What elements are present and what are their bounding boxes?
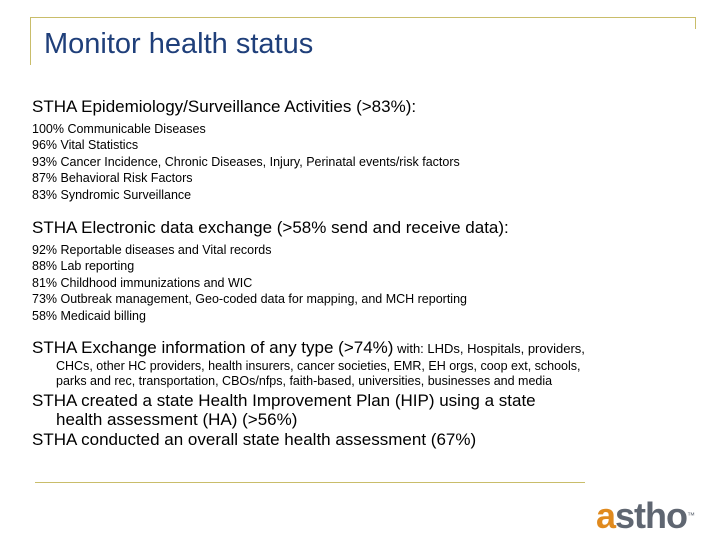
- list-item: 73% Outbreak management, Geo-coded data for mapping, and MCH reporting: [32, 292, 467, 307]
- list-item: 92% Reportable diseases and Vital records: [32, 242, 272, 257]
- astho-logo: [596, 496, 695, 536]
- frame-left-rule: [30, 17, 31, 65]
- frame-top-rule: [30, 17, 695, 18]
- data-exchange-list: [32, 242, 702, 324]
- logo-letters: stho: [615, 495, 688, 536]
- exchange-info-detail-2: parks and rec, transportation, CBOs/nfps, faith-based, universities, businesses and media: [56, 373, 553, 388]
- page-title: Monitor health status: [44, 28, 314, 60]
- assessment-statement: STHA conducted an overall state health assessment (67%): [32, 429, 477, 449]
- logo-letter-a: a: [596, 495, 616, 536]
- list-item: 93% Cancer Incidence, Chronic Diseases, Injury, Perinatal events/risk factors: [32, 154, 460, 169]
- hip-line-1: STHA created a state Health Improvement Plan (HIP) using a state: [32, 390, 536, 410]
- bottom-rule: [35, 482, 585, 483]
- data-exchange-header: STHA Electronic data exchange (>58% send and receive data):: [32, 217, 509, 237]
- exchange-info-with: with: LHDs, Hospitals, providers,: [393, 340, 585, 356]
- hip-line-2: health assessment (HA) (>56%): [56, 410, 298, 430]
- list-item: 96% Vital Statistics: [32, 138, 139, 153]
- hip-statement: [32, 391, 702, 430]
- slide-content: [32, 97, 702, 449]
- epidemiology-header: STHA Epidemiology/Surveillance Activities (>83%):: [32, 97, 417, 116]
- exchange-info-detail-1: CHCs, other HC providers, health insurers, cancer societies, EMR, EH orgs, coop ext, schools,: [56, 358, 581, 373]
- list-item: 88% Lab reporting: [32, 259, 135, 274]
- list-item: 87% Behavioral Risk Factors: [32, 171, 193, 186]
- frame-right-rule: [695, 17, 696, 29]
- list-item: 100% Communicable Diseases: [32, 122, 206, 136]
- list-item: 81% Childhood immunizations and WIC: [32, 275, 253, 290]
- list-item: 83% Syndromic Surveillance: [32, 187, 192, 202]
- epidemiology-list: [32, 121, 702, 203]
- exchange-info-title: STHA Exchange information of any type (>74%): [32, 337, 394, 357]
- list-item: 58% Medicaid billing: [32, 308, 146, 323]
- exchange-info-header: [32, 338, 702, 359]
- logo-trademark: ™: [687, 511, 696, 520]
